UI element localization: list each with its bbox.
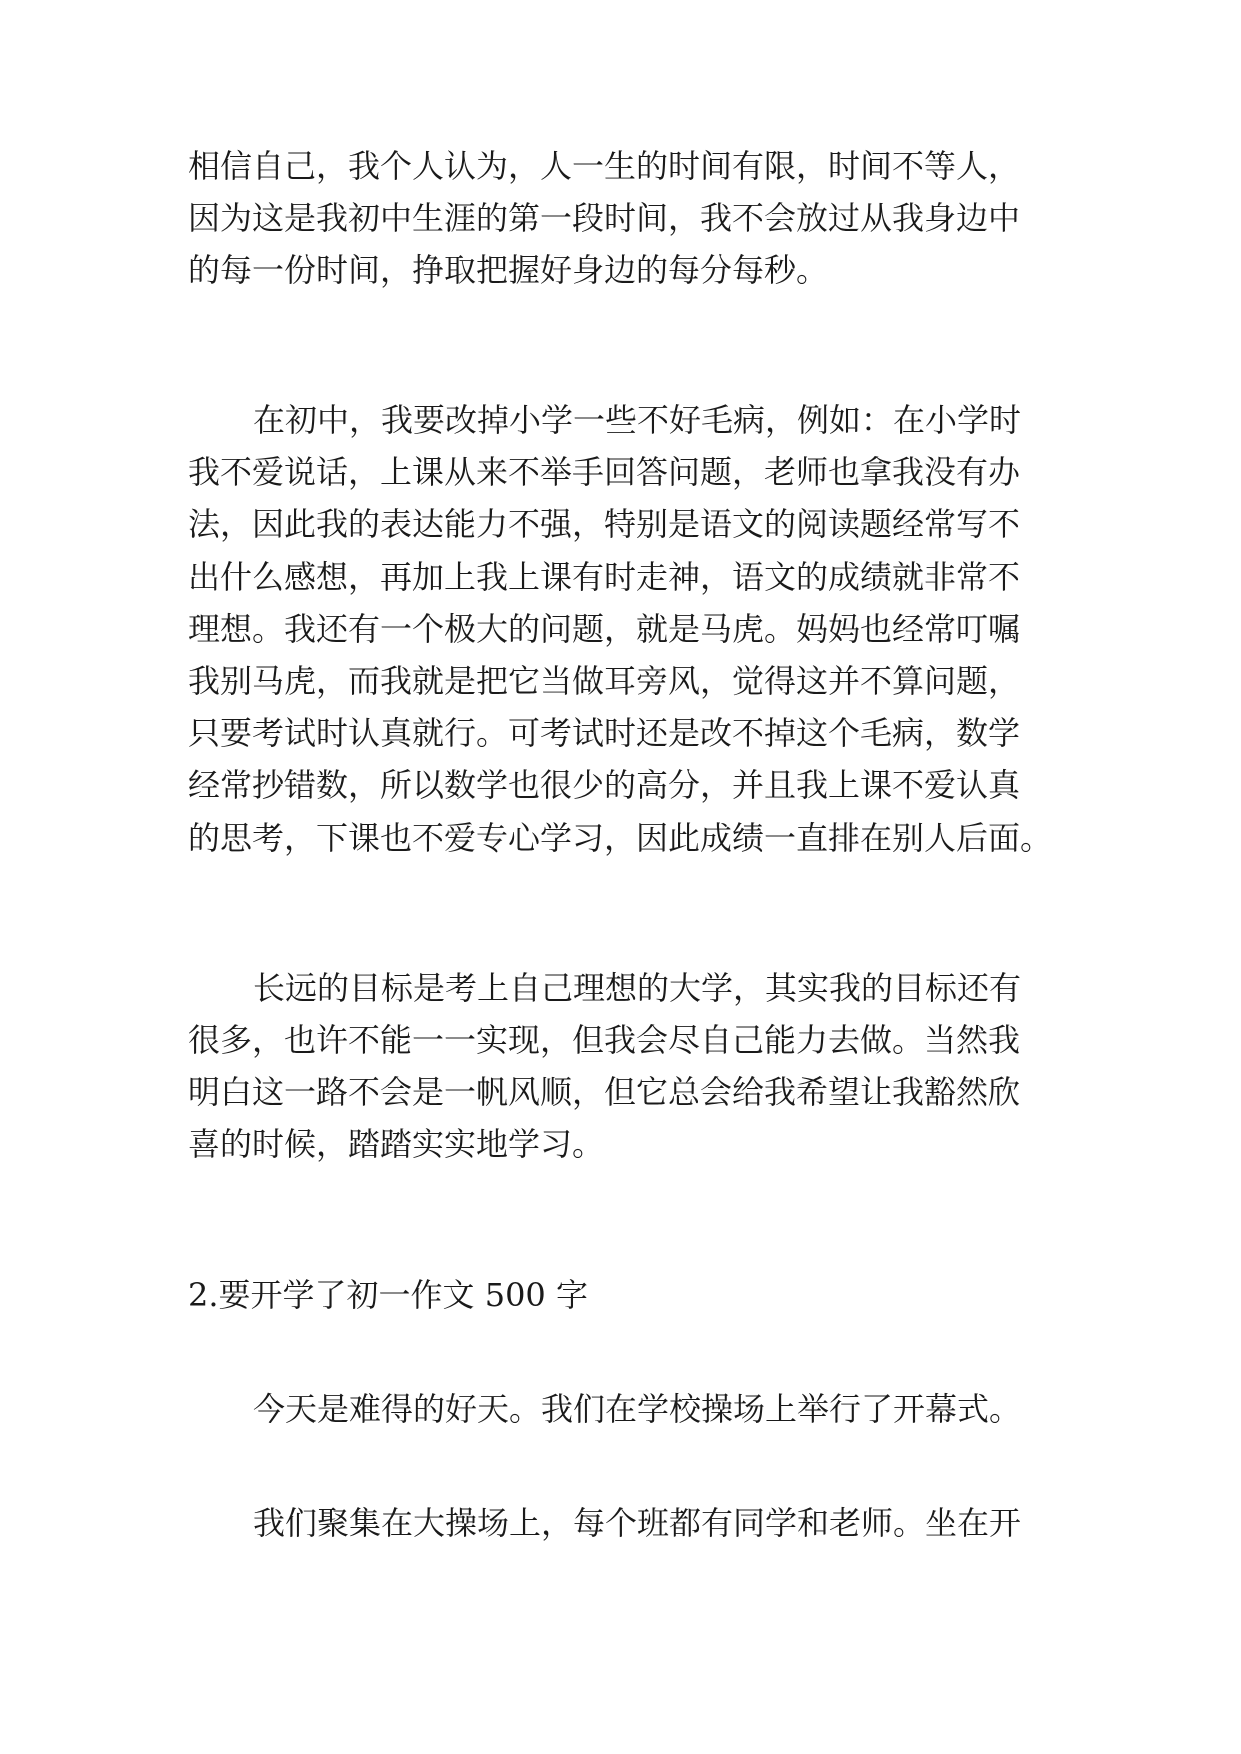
paragraph-line: 在初中，我要改掉小学一些不好毛病，例如：在小学时 xyxy=(253,401,1022,439)
paragraph-line: 我不爱说话，上课从来不举手回答问题，老师也拿我没有办 xyxy=(188,453,1021,491)
paragraph-line: 我们聚集在大操场上，每个班都有同学和老师。坐在开 xyxy=(253,1504,1022,1542)
paragraph-line: 今天是难得的好天。我们在学校操场上举行了开幕式。 xyxy=(253,1390,1022,1428)
paragraph-line: 相信自己，我个人认为，人一生的时间有限，时间不等人， xyxy=(188,147,1021,185)
paragraph-line: 经常抄错数，所以数学也很少的高分，并且我上课不爱认真 xyxy=(188,766,1021,804)
paragraph-line: 很多，也许不能一一实现，但我会尽自己能力去做。当然我 xyxy=(188,1021,1021,1059)
paragraph-line: 明白这一路不会是一帆风顺，但它总会给我希望让我豁然欣 xyxy=(188,1073,1021,1111)
paragraph-line: 因为这是我初中生涯的第一段时间，我不会放过从我身边中 xyxy=(188,199,1021,237)
paragraph-line: 法，因此我的表达能力不强，特别是语文的阅读题经常写不 xyxy=(188,505,1021,543)
paragraph-line: 只要考试时认真就行。可考试时还是改不掉这个毛病，数学 xyxy=(188,714,1021,752)
paragraph-line: 喜的时候，踏踏实实地学习。 xyxy=(188,1125,605,1163)
paragraph-line: 我别马虎，而我就是把它当做耳旁风，觉得这并不算问题， xyxy=(188,662,1021,700)
paragraph-line: 的思考，下课也不爱专心学习，因此成绩一直排在别人后面。 xyxy=(188,819,1053,857)
section-heading: 2.要开学了初一作文 500 字 xyxy=(188,1276,588,1314)
paragraph-line: 长远的目标是考上自己理想的大学，其实我的目标还有 xyxy=(253,969,1022,1007)
paragraph-line: 理想。我还有一个极大的问题，就是马虎。妈妈也经常叮嘱 xyxy=(188,610,1021,648)
paragraph-line: 出什么感想，再加上我上课有时走神，语文的成绩就非常不 xyxy=(188,558,1021,596)
paragraph-line: 的每一份时间，挣取把握好身边的每分每秒。 xyxy=(188,251,829,289)
